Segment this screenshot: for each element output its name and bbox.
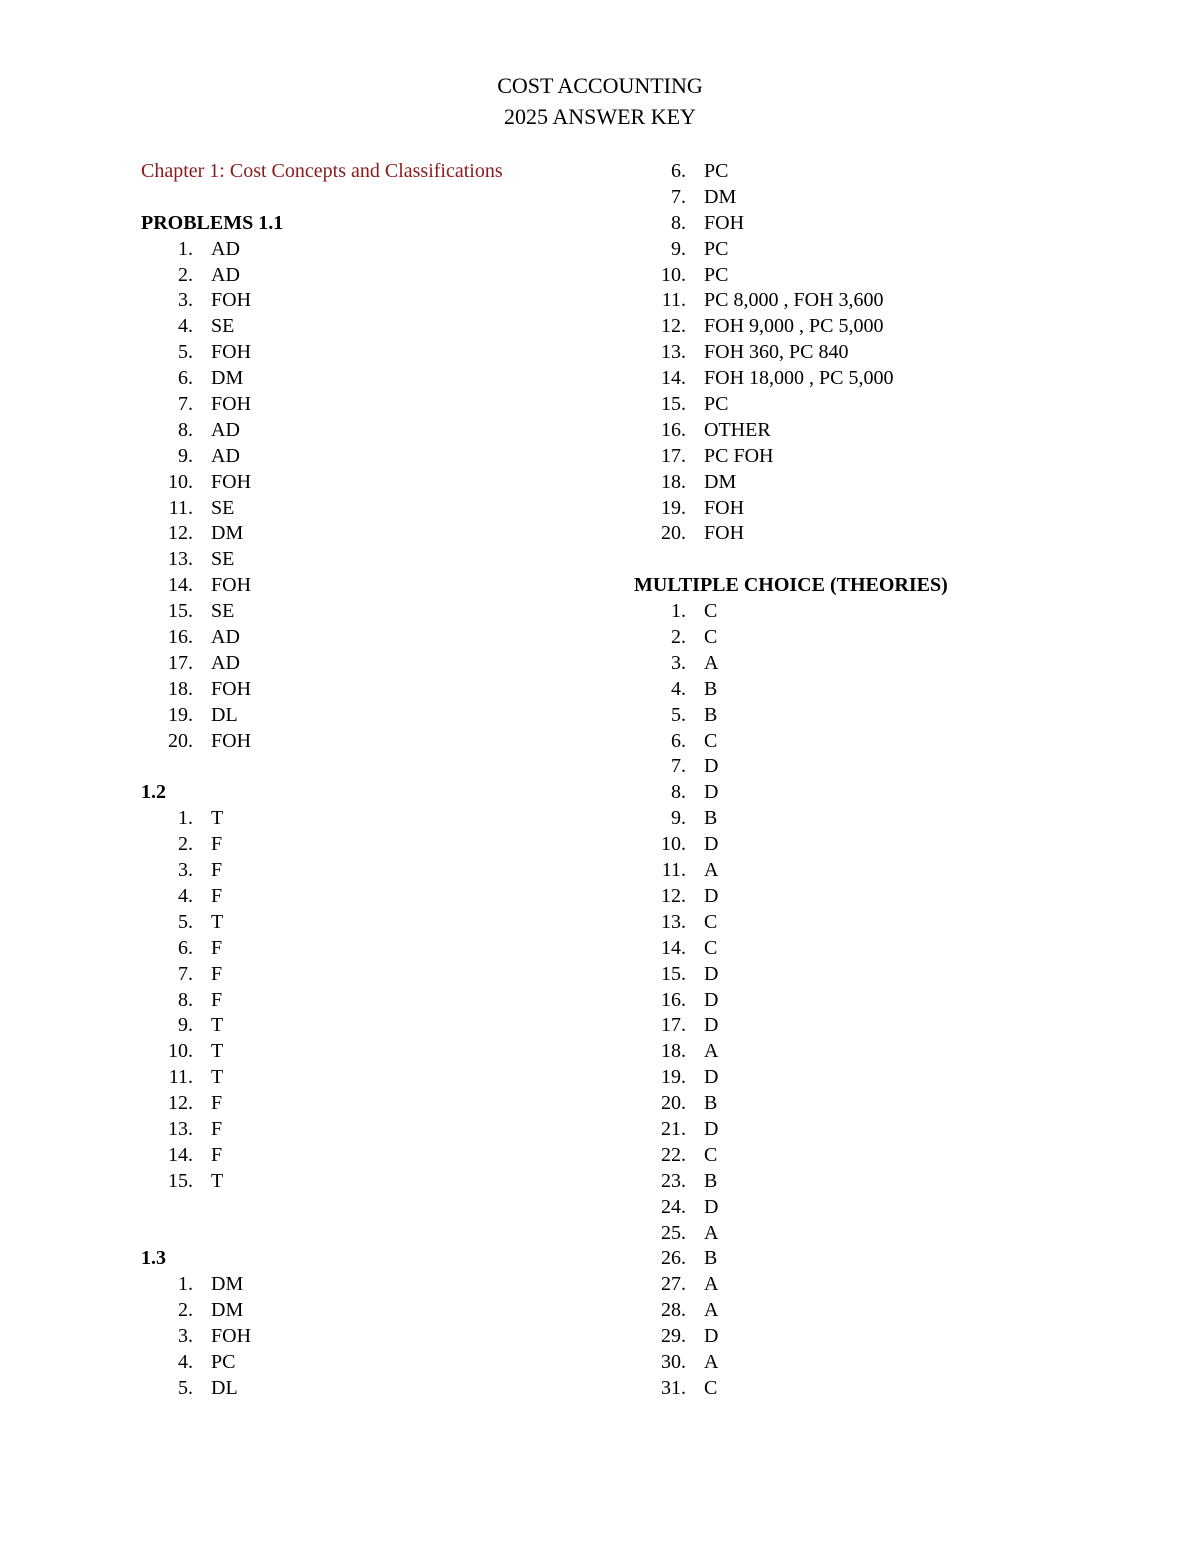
section-heading-multiple-choice: MULTIPLE CHOICE (THEORIES) <box>634 574 948 597</box>
answer-number: 11. <box>661 289 686 312</box>
answer-item <box>634 392 1114 418</box>
answer-item <box>141 1169 621 1195</box>
answer-text: F <box>211 833 223 856</box>
answer-item <box>141 729 621 755</box>
answer-number: 6. <box>178 367 193 390</box>
answer-number: 19. <box>661 1066 686 1089</box>
answer-text: FOH <box>211 677 252 700</box>
answer-text: DM <box>704 185 737 208</box>
answer-item <box>634 288 1114 314</box>
answer-item <box>141 651 621 677</box>
answer-item <box>141 263 621 289</box>
answer-text: FOH 9,000 , PC 5,000 <box>704 315 884 338</box>
answer-text: T <box>211 1040 224 1063</box>
answer-item <box>141 1013 621 1039</box>
answer-item <box>141 1065 621 1091</box>
answer-number: 6. <box>671 160 686 182</box>
answer-item <box>141 314 621 340</box>
answer-number: 5. <box>178 1376 193 1399</box>
answer-number: 4. <box>671 677 686 700</box>
answer-number: 29. <box>661 1325 686 1348</box>
left-column <box>141 159 621 1402</box>
answer-item <box>141 1091 621 1117</box>
answer-item <box>141 340 621 366</box>
answer-number: 10. <box>168 470 193 493</box>
answer-text: FOH <box>211 1325 252 1348</box>
answer-item <box>141 962 621 988</box>
answer-text: B <box>704 703 718 726</box>
answer-text: AD <box>211 263 240 286</box>
answer-item <box>634 159 1114 185</box>
answer-text: AD <box>211 237 240 260</box>
answer-number: 21. <box>661 1117 686 1140</box>
answer-number: 13. <box>168 548 193 571</box>
answer-item <box>141 366 621 392</box>
answer-text: A <box>704 859 719 882</box>
answer-number: 23. <box>661 1169 686 1192</box>
answer-text: B <box>704 1092 718 1115</box>
answer-item <box>141 988 621 1014</box>
answer-text: D <box>704 1325 719 1348</box>
answer-item <box>634 806 1114 832</box>
answer-item <box>634 1117 1114 1143</box>
answer-item <box>141 444 621 470</box>
answer-number: 14. <box>661 367 686 390</box>
answer-number: 20. <box>168 729 193 752</box>
answer-item <box>634 521 1114 547</box>
answer-item <box>634 1143 1114 1169</box>
answer-item <box>141 832 621 858</box>
answer-number: 4. <box>178 1350 193 1373</box>
answer-text: DM <box>211 1299 244 1322</box>
answer-text: FOH <box>211 470 252 493</box>
answer-number: 3. <box>178 289 193 312</box>
answer-number: 14. <box>168 574 193 597</box>
answer-number: 12. <box>168 522 193 545</box>
answer-text: PC <box>211 1350 236 1373</box>
answer-text: F <box>211 859 223 882</box>
answer-number: 3. <box>178 1325 193 1348</box>
answer-list-multiple-choice <box>634 599 1114 1402</box>
answer-text: D <box>704 1195 719 1218</box>
answer-text: DL <box>211 703 238 726</box>
answer-text: F <box>211 1092 223 1115</box>
answer-number: 14. <box>661 936 686 959</box>
answer-item <box>141 1039 621 1065</box>
section-heading-problems-1-1: PROBLEMS 1.1 <box>141 211 284 234</box>
answer-number: 8. <box>178 418 193 441</box>
answer-item <box>634 1195 1114 1221</box>
answer-number: 10. <box>661 263 686 286</box>
answer-number: 16. <box>661 418 686 441</box>
answer-text: PC <box>704 263 729 286</box>
answer-item <box>141 703 621 729</box>
answer-number: 4. <box>178 315 193 338</box>
answer-item <box>634 1350 1114 1376</box>
answer-text: PC <box>704 393 729 416</box>
answer-item <box>141 573 621 599</box>
answer-text: T <box>211 910 224 933</box>
answer-number: 9. <box>178 444 193 467</box>
answer-text: PC 8,000 , FOH 3,600 <box>704 289 884 312</box>
answer-item <box>634 185 1114 211</box>
answer-item <box>141 1117 621 1143</box>
answer-item <box>634 1246 1114 1272</box>
answer-number: 14. <box>168 1143 193 1166</box>
answer-number: 17. <box>661 1014 686 1037</box>
answer-number: 6. <box>671 729 686 752</box>
answer-list-1-2 <box>141 806 621 1194</box>
answer-text: A <box>704 651 719 674</box>
answer-text: SE <box>211 548 235 571</box>
answer-item <box>634 1065 1114 1091</box>
answer-number: 17. <box>661 444 686 467</box>
answer-item <box>141 677 621 703</box>
answer-item <box>634 729 1114 755</box>
answer-item <box>634 1013 1114 1039</box>
answer-number: 18. <box>661 470 686 493</box>
answer-number: 19. <box>661 496 686 519</box>
answer-list-1-1 <box>141 237 621 755</box>
answer-number: 27. <box>661 1273 686 1296</box>
answer-number: 5. <box>178 341 193 364</box>
answer-text: F <box>211 1143 223 1166</box>
answer-text: D <box>704 1066 719 1089</box>
answer-item <box>141 418 621 444</box>
answer-item <box>634 858 1114 884</box>
answer-item <box>634 1091 1114 1117</box>
answer-number: 6. <box>178 936 193 959</box>
answer-text: C <box>704 1143 718 1166</box>
answer-number: 12. <box>661 315 686 338</box>
answer-text: D <box>704 1014 719 1037</box>
answer-number: 1. <box>671 600 686 623</box>
answer-text: C <box>704 936 718 959</box>
answer-text: C <box>704 1376 718 1399</box>
answer-text: FOH 360, PC 840 <box>704 341 849 364</box>
answer-text: T <box>211 1169 224 1192</box>
answer-number: 13. <box>661 910 686 933</box>
answer-item <box>141 1350 621 1376</box>
answer-number: 7. <box>671 755 686 778</box>
answer-item <box>141 936 621 962</box>
answer-number: 24. <box>661 1195 686 1218</box>
answer-item <box>634 754 1114 780</box>
answer-number: 8. <box>671 211 686 234</box>
answer-number: 2. <box>671 626 686 649</box>
answer-item <box>634 314 1114 340</box>
answer-item <box>634 1376 1114 1402</box>
answer-number: 8. <box>671 781 686 804</box>
answer-number: 28. <box>661 1299 686 1322</box>
answer-text: C <box>704 729 718 752</box>
answer-text: A <box>704 1221 719 1244</box>
answer-item <box>634 263 1114 289</box>
answer-text: SE <box>211 315 235 338</box>
answer-text: PC <box>704 237 729 260</box>
answer-number: 8. <box>178 988 193 1011</box>
answer-text: DM <box>211 522 244 545</box>
answer-text: A <box>704 1273 719 1296</box>
answer-item <box>634 910 1114 936</box>
answer-text: T <box>211 1066 224 1089</box>
answer-text: DL <box>211 1376 238 1399</box>
answer-text: T <box>211 1014 224 1037</box>
answer-number: 30. <box>661 1350 686 1373</box>
answer-text: F <box>211 962 223 985</box>
answer-text: FOH <box>704 522 745 545</box>
answer-number: 1. <box>178 807 193 830</box>
answer-number: 10. <box>168 1040 193 1063</box>
section-heading-1-3: 1.3 <box>141 1247 166 1270</box>
answer-text: AD <box>211 418 240 441</box>
answer-number: 15. <box>168 600 193 623</box>
answer-text: FOH <box>211 393 252 416</box>
document-title: COST ACCOUNTING <box>497 73 703 98</box>
answer-number: 15. <box>661 393 686 416</box>
answer-item <box>141 547 621 573</box>
answer-number: 16. <box>661 988 686 1011</box>
answer-number: 31. <box>661 1376 686 1399</box>
answer-text: T <box>211 807 224 830</box>
answer-number: 17. <box>168 651 193 674</box>
answer-text: DM <box>704 470 737 493</box>
answer-text: D <box>704 988 719 1011</box>
answer-item <box>634 470 1114 496</box>
answer-number: 5. <box>671 703 686 726</box>
answer-text: FOH <box>211 289 252 312</box>
answer-text: OTHER <box>704 418 771 441</box>
answer-number: 12. <box>168 1092 193 1115</box>
answer-text: FOH <box>211 574 252 597</box>
answer-text: PC <box>704 160 729 182</box>
answer-item <box>141 858 621 884</box>
answer-number: 26. <box>661 1247 686 1270</box>
answer-text: F <box>211 1117 223 1140</box>
answer-text: AD <box>211 651 240 674</box>
answer-number: 25. <box>661 1221 686 1244</box>
section-heading-1-2: 1.2 <box>141 781 166 804</box>
answer-item <box>634 1298 1114 1324</box>
answer-item <box>634 237 1114 263</box>
answer-number: 13. <box>661 341 686 364</box>
answer-item <box>141 1298 621 1324</box>
answer-text: D <box>704 884 719 907</box>
answer-item <box>141 1272 621 1298</box>
answer-item <box>634 651 1114 677</box>
answer-text: D <box>704 1117 719 1140</box>
answer-text: FOH <box>704 496 745 519</box>
answer-text: C <box>704 626 718 649</box>
answer-number: 9. <box>671 237 686 260</box>
chapter-heading: Chapter 1: Cost Concepts and Classifications <box>141 160 503 182</box>
answer-number: 7. <box>671 185 686 208</box>
answer-number: 5. <box>178 910 193 933</box>
answer-text: F <box>211 988 223 1011</box>
answer-text: B <box>704 807 718 830</box>
answer-text: AD <box>211 626 240 649</box>
answer-item <box>141 1143 621 1169</box>
answer-text: D <box>704 833 719 856</box>
answer-text: A <box>704 1299 719 1322</box>
answer-item <box>634 703 1114 729</box>
answer-number: 2. <box>178 263 193 286</box>
answer-number: 11. <box>168 1066 193 1089</box>
answer-text: D <box>704 781 719 804</box>
answer-text: D <box>704 962 719 985</box>
answer-item <box>141 884 621 910</box>
answer-text: DM <box>211 367 244 390</box>
answer-item <box>634 1169 1114 1195</box>
answer-number: 1. <box>178 1273 193 1296</box>
answer-number: 18. <box>168 677 193 700</box>
answer-text: FOH <box>211 729 252 752</box>
answer-item <box>634 780 1114 806</box>
answer-text: D <box>704 755 719 778</box>
answer-item <box>141 806 621 832</box>
answer-item <box>634 988 1114 1014</box>
answer-text: F <box>211 884 223 907</box>
answer-list-1-3-part1 <box>141 1272 621 1401</box>
answer-number: 7. <box>178 962 193 985</box>
answer-text: DM <box>211 1273 244 1296</box>
answer-number: 11. <box>168 496 193 519</box>
answer-item <box>634 418 1114 444</box>
answer-item <box>634 340 1114 366</box>
answer-text: FOH <box>211 341 252 364</box>
answer-number: 12. <box>661 884 686 907</box>
answer-number: 2. <box>178 833 193 856</box>
answer-text: SE <box>211 496 235 519</box>
answer-item <box>141 625 621 651</box>
answer-number: 9. <box>178 1014 193 1037</box>
answer-item <box>141 1324 621 1350</box>
answer-item <box>634 936 1114 962</box>
document-subtitle: 2025 ANSWER KEY <box>504 104 696 129</box>
answer-item <box>634 832 1114 858</box>
answer-number: 19. <box>168 703 193 726</box>
answer-number: 18. <box>661 1040 686 1063</box>
answer-number: 20. <box>661 522 686 545</box>
answer-number: 11. <box>661 859 686 882</box>
answer-number: 15. <box>661 962 686 985</box>
answer-item <box>634 496 1114 522</box>
answer-item <box>634 962 1114 988</box>
answer-number: 3. <box>178 859 193 882</box>
answer-text: B <box>704 1247 718 1270</box>
answer-text: B <box>704 677 718 700</box>
answer-number: 10. <box>661 833 686 856</box>
answer-number: 20. <box>661 1092 686 1115</box>
answer-item <box>634 1272 1114 1298</box>
answer-text: FOH 18,000 , PC 5,000 <box>704 367 894 390</box>
answer-item <box>141 470 621 496</box>
answer-item <box>634 444 1114 470</box>
answer-text: F <box>211 936 223 959</box>
answer-text: B <box>704 1169 718 1192</box>
answer-number: 15. <box>168 1169 193 1192</box>
answer-item <box>634 211 1114 237</box>
answer-text: A <box>704 1040 719 1063</box>
answer-text: C <box>704 600 718 623</box>
answer-number: 4. <box>178 884 193 907</box>
answer-item <box>634 1221 1114 1247</box>
answer-item <box>141 599 621 625</box>
answer-list-1-3-part2 <box>634 159 1114 547</box>
answer-item <box>634 884 1114 910</box>
answer-item <box>634 599 1114 625</box>
answer-item <box>141 1376 621 1402</box>
answer-number: 16. <box>168 626 193 649</box>
answer-item <box>634 1324 1114 1350</box>
answer-item <box>634 1039 1114 1065</box>
answer-number: 22. <box>661 1143 686 1166</box>
answer-item <box>141 392 621 418</box>
right-column <box>634 159 1114 1402</box>
answer-text: PC FOH <box>704 444 774 467</box>
answer-item <box>141 288 621 314</box>
answer-number: 1. <box>178 237 193 260</box>
answer-number: 13. <box>168 1117 193 1140</box>
answer-text: SE <box>211 600 235 623</box>
answer-text: A <box>704 1350 719 1373</box>
answer-text: AD <box>211 444 240 467</box>
answer-item <box>141 521 621 547</box>
answer-number: 7. <box>178 393 193 416</box>
answer-text: FOH <box>704 211 745 234</box>
answer-number: 9. <box>671 807 686 830</box>
answer-text: C <box>704 910 718 933</box>
answer-number: 3. <box>671 651 686 674</box>
answer-item <box>141 496 621 522</box>
answer-item <box>634 366 1114 392</box>
answer-item <box>634 677 1114 703</box>
answer-number: 2. <box>178 1299 193 1322</box>
answer-item <box>141 237 621 263</box>
answer-item <box>634 625 1114 651</box>
answer-item <box>141 910 621 936</box>
